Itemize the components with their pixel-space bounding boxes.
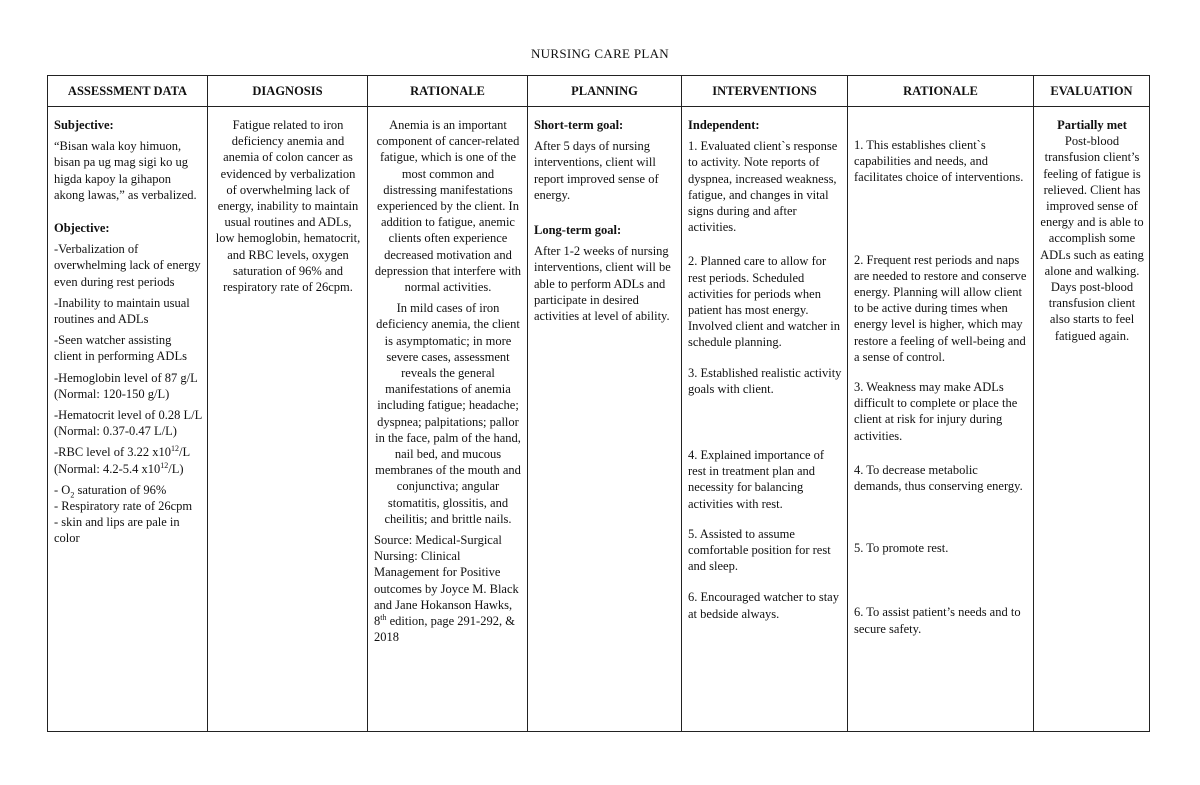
header-assessment: ASSESSMENT DATA bbox=[48, 76, 208, 107]
objective-label: Objective: bbox=[54, 221, 110, 236]
rationale-1-para-2: In mild cases of iron deficiency anemia, the client is asymptomatic; in more severe cases, assessment reveals the general manifestations of anemia including fatigue; headache; dyspnea; palpitations; pallor in the face, palm of the hand, nail bed, and mucous membranes of the mouth and conjunctiva; angular stomatitis, glossitis, and cheilitis; and brittle nails. bbox=[375, 301, 521, 526]
evaluation-text: Post-blood transfusion client’s feeling of fatigue is relieved. Client has improved sense of energy and is able to accomplish some ADLs such as eating alone and walking. Days post-blood transfusion client also starts to feel fatigued again. bbox=[1040, 134, 1144, 343]
subjective-label: Subjective: bbox=[54, 118, 114, 132]
document-title: NURSING CARE PLAN bbox=[530, 46, 669, 61]
header-rationale-1: RATIONALE bbox=[368, 76, 528, 107]
objective-item: -Verbalization of overwhelming lack of energy even during rest periods bbox=[54, 242, 201, 289]
interventions-cell bbox=[682, 107, 848, 732]
objective-item: -Inability to maintain usual routines and ADLs bbox=[54, 295, 190, 327]
header-rationale-2: RATIONALE bbox=[848, 76, 1034, 107]
assessment-cell bbox=[48, 107, 208, 732]
care-plan-table bbox=[47, 75, 1150, 732]
long-term-goal-label: Long-term goal: bbox=[534, 223, 622, 238]
objective-item-o2: - $O_2$ saturation of 96% bbox=[54, 482, 167, 500]
rationale-2-item: 2. Frequent rest periods and naps are needed to restore and conserve energy. Planning will allow client to be active during times when energy level is higher, which may restore a feeling of well-being and a sense of control. bbox=[854, 252, 1027, 364]
objective-item: -Hemoglobin level of 87 g/L (Normal: 120-150 g/L) bbox=[54, 370, 198, 401]
intervention-item: 1. Evaluated client`s response to activity. Note reports of dyspnea, increased weakness, fatigue, and changes in vital signs during and after activities. bbox=[688, 139, 838, 235]
objective-item: - Respiratory rate of 26cpm bbox=[54, 499, 193, 514]
rationale-2-item: 5. To promote rest. bbox=[854, 541, 949, 556]
planning-cell bbox=[528, 107, 682, 732]
subjective-quote: “Bisan wala koy himuon, bisan pa ug mag sigi ko ug higda kapoy la gihapon akong lawas,” as verbalized. bbox=[54, 139, 197, 202]
rationale-2-item: 4. To decrease metabolic demands, thus conserving energy. bbox=[854, 462, 1023, 494]
short-term-goal-label: Short-term goal: bbox=[534, 118, 624, 132]
rationale-1-cell bbox=[368, 107, 528, 732]
objective-item: -Hematocrit level of 0.28 L/L (Normal: 0.37-0.47 L/L) bbox=[54, 408, 202, 439]
header-interventions: INTERVENTIONS bbox=[682, 76, 848, 107]
rationale-2-item: 6. To assist patient’s needs and to secure safety. bbox=[854, 605, 1021, 636]
long-term-goal-text: After 1-2 weeks of nursing interventions, client will be able to perform ADLs and participate in desired activities at level of ability. bbox=[534, 244, 671, 324]
header-diagnosis: DIAGNOSIS bbox=[208, 76, 368, 107]
evaluation-cell bbox=[1034, 107, 1150, 732]
intervention-item: 6. Encouraged watcher to stay at bedside always. bbox=[688, 590, 839, 621]
independent-label: Independent: bbox=[688, 118, 760, 132]
rationale-2-item: 3. Weakness may make ADLs difficult to complete or place the client at risk for injury during activities. bbox=[854, 380, 1018, 443]
short-term-goal-text: After 5 days of nursing interventions, client will report improved sense of energy. bbox=[534, 139, 659, 202]
header-planning: PLANNING bbox=[528, 76, 682, 107]
intervention-item: 4. Explained importance of rest in treatment plan and necessity for balancing activities with rest. bbox=[688, 448, 825, 511]
diagnosis-cell bbox=[208, 107, 368, 732]
rationale-2-item: 1. This establishes client`s capabilities and needs, and facilitates choice of interventions. bbox=[854, 138, 1024, 185]
intervention-item: 5. Assisted to assume comfortable position for rest and sleep. bbox=[688, 526, 831, 574]
objective-item: - skin and lips are pale in color bbox=[54, 515, 180, 546]
rationale-1-para-1: Anemia is an important component of cancer-related fatigue, which is one of the most common and distressing manifestations experienced by the client. In addition to fatigue, anemic clients often experience decreased motivation and depression that interfere with normal activities. bbox=[374, 118, 522, 295]
rationale-2-cell bbox=[848, 107, 1034, 732]
header-row bbox=[48, 76, 1150, 107]
header-evaluation: EVALUATION bbox=[1034, 76, 1150, 107]
evaluation-status: Partially met bbox=[1057, 118, 1127, 132]
objective-item-rbc: -RBC level of 3.22 $x10^{12}/L$ (Normal: 4.2-5.4 $x10^{12}/L$) bbox=[54, 444, 190, 476]
objective-item: -Seen watcher assisting client in performing ADLs bbox=[54, 333, 187, 364]
intervention-item: 3. Established realistic activity goals with client. bbox=[688, 365, 842, 396]
content-row bbox=[48, 107, 1150, 732]
intervention-item: 2. Planned care to allow for rest periods. Scheduled activities for periods when patient has most energy. Involved client and watcher in schedule planning. bbox=[688, 254, 841, 350]
rationale-1-source: Source: Medical-Surgical Nursing: Clinical Management for Positive outcomes by Joyce M. Black and Jane Hokanson Hawks, 8th edition, page 291-292, & 2018 bbox=[374, 533, 519, 645]
diagnosis-text: Fatigue related to iron deficiency anemia and anemia of colon cancer as evidenced by verbalization of overwhelming lack of energy, inability to maintain usual routines and ADLs, low hemoglobin, hematocrit, and RBC levels, oxygen saturation of 96% and respiratory rate of 26cpm. bbox=[215, 118, 361, 295]
